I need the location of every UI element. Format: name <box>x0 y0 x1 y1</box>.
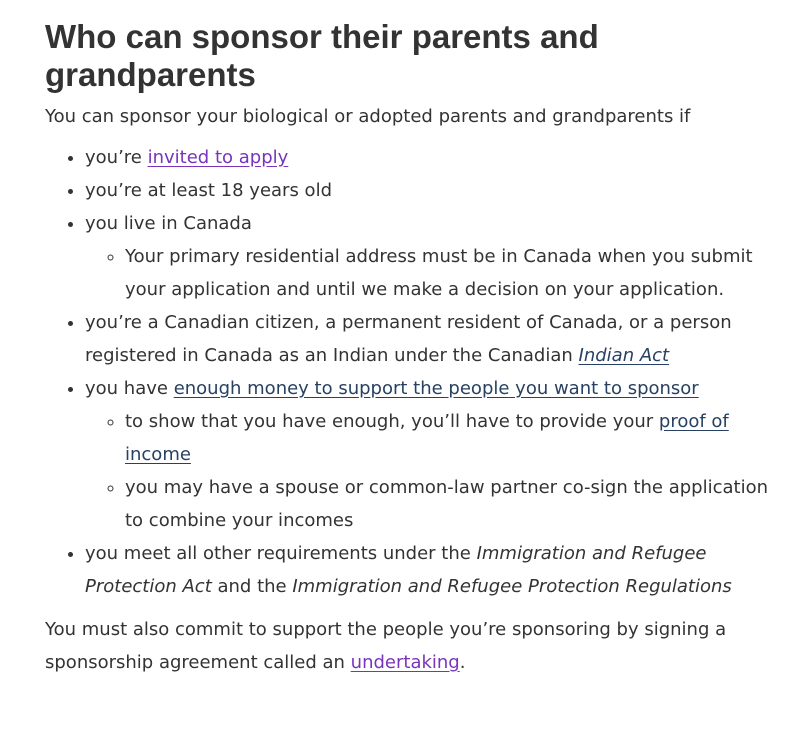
regulations-title: Immigration and Refugee Protection Regulations <box>292 576 732 597</box>
sublist-item-text: to show that you have enough, you’ll have to provide your <box>125 411 659 432</box>
sublist-item-co-sign: ◦ you may have a spouse or common-law partner co-sign the application to combine your incomes <box>125 471 785 537</box>
invited-to-apply-link[interactable]: invited to apply <box>147 147 289 168</box>
closing-text <box>45 613 785 679</box>
list-item-money <box>85 372 785 537</box>
list-item-text: you live in Canada <box>85 213 252 234</box>
list-item-text: you’re <box>85 147 148 168</box>
eligibility-list <box>45 141 785 603</box>
sublist-item-residential-address: ◦ Your primary residential address must be in Canada when you submit your application and until we make a decision on your application. <box>125 240 785 306</box>
list-item-text: you meet all other requirements under the <box>85 543 477 564</box>
list-item-text: and the <box>211 576 293 597</box>
list-item-status <box>85 306 785 372</box>
list-item-invited <box>85 141 785 174</box>
list-item-live-in-canada <box>85 207 785 306</box>
intro-text: You can sponsor your biological or adopted parents and grandparents if <box>45 106 691 127</box>
closing-period: . <box>459 652 466 673</box>
page-title: Who can sponsor their parents and grandparents <box>45 18 599 93</box>
sublist-item-proof-of-income <box>125 405 785 471</box>
enough-money-link[interactable]: enough money to support the people you want to sponsor <box>173 378 699 399</box>
act-title: Immigration and Refugee Protection Act <box>85 543 707 597</box>
proof-of-income-link[interactable]: proof of income <box>125 411 729 465</box>
list-item-other-requirements <box>85 537 785 603</box>
list-item-text: you’re a Canadian citizen, a permanent resident of Canada, or a person registered in Canada as an Indian under the Canadian <box>85 312 732 366</box>
live-in-canada-sublist <box>85 240 785 306</box>
indian-act-link[interactable] <box>579 345 670 366</box>
list-item-text: you have <box>85 378 174 399</box>
money-sublist <box>85 405 785 537</box>
list-item-age: • you’re at least 18 years old <box>85 174 785 207</box>
undertaking-link[interactable]: undertaking <box>350 652 460 673</box>
indian-act-link-text: Indian Act <box>578 345 670 366</box>
closing-text-body: You must also commit to support the people you’re sponsoring by signing a sponsorship agreement called an <box>45 619 727 673</box>
